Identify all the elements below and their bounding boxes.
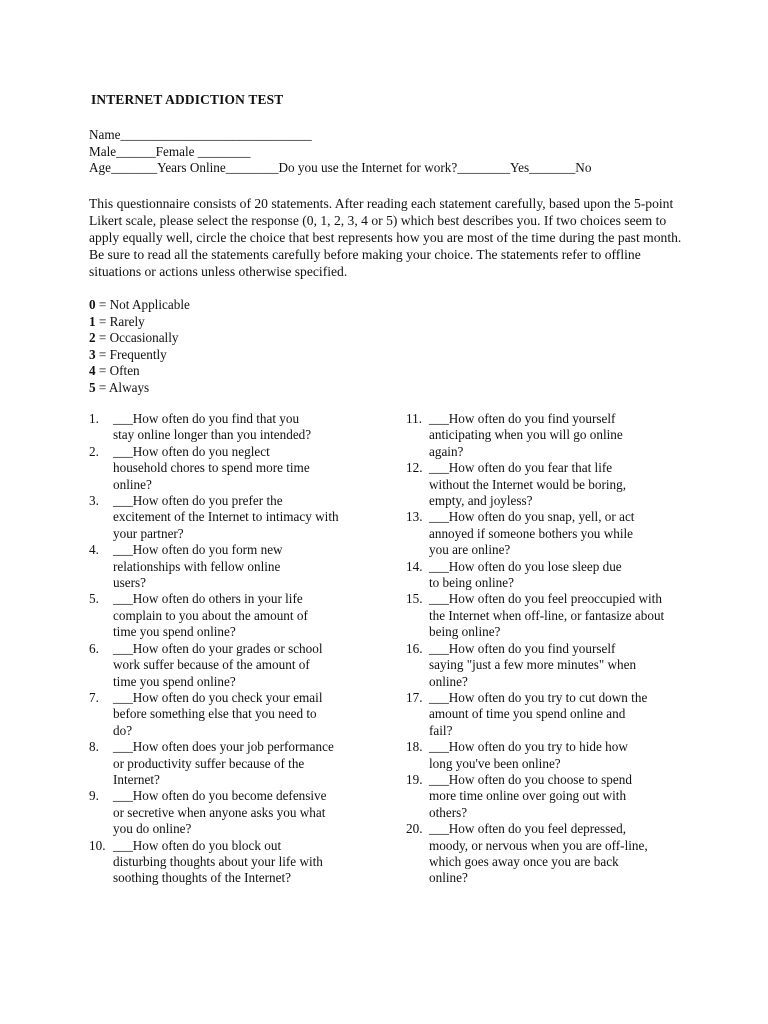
question-number: 1. [89, 411, 99, 426]
scale-label: = Rarely [95, 313, 145, 329]
question-text: ___How often do others in your life complain to you about the amount of time you spend online? [113, 591, 308, 640]
question-text: ___How often do you feel depressed, moody, or nervous when you are off-line, which goes away once you are back online? [429, 821, 648, 886]
scale-value: 2 [89, 330, 96, 346]
scale-item [89, 297, 190, 314]
question-text: ___How often do you choose to spend more time online over going out with others? [429, 771, 632, 820]
question-text: ___How often do your grades or school work suffer because of the amount of time you spend online? [113, 640, 323, 689]
question-text: ___How often do you lose sleep due to being online? [429, 558, 622, 591]
question-number: 11. [406, 411, 422, 426]
question-number: 13. [406, 509, 423, 525]
question-item [406, 739, 696, 772]
gender-field-line: Male______Female ________ [89, 143, 251, 159]
question-item [89, 788, 354, 837]
questions-column-left [89, 411, 354, 887]
question-text: ___How often do you form new relationships with fellow online users? [113, 542, 283, 591]
scale-value: 0 [89, 297, 96, 312]
question-number: 2. [89, 443, 99, 459]
question-text: ___How often does your job performance or productivity suffer because of the Internet? [113, 739, 334, 787]
question-item [89, 739, 354, 788]
questions-column-right [406, 411, 696, 887]
scale-value: 5 [89, 379, 96, 395]
question-item [89, 690, 354, 739]
question-item [89, 444, 354, 493]
question-text: ___How often do you find that you stay online longer than you intended? [113, 411, 312, 443]
page-title: INTERNET ADDICTION TEST [91, 92, 284, 107]
question-number: 8. [89, 739, 99, 755]
question-number: 15. [406, 591, 423, 607]
question-item [406, 641, 696, 690]
scale-label: = Frequently [95, 346, 167, 362]
question-item [89, 542, 354, 591]
question-item [89, 493, 354, 542]
question-number: 16. [406, 640, 423, 656]
question-number: 18. [406, 739, 423, 755]
question-number: 5. [89, 591, 99, 607]
scale-item [89, 363, 190, 380]
question-number: 19. [406, 771, 423, 787]
question-text: ___How often do you try to cut down the amount of time you spend online and fail? [429, 689, 648, 738]
question-number: 9. [89, 788, 99, 804]
question-number: 20. [406, 821, 423, 837]
question-text: ___How often do you find yourself anticipating when you will go online again? [429, 411, 623, 459]
question-item [406, 772, 696, 821]
question-number: 12. [406, 460, 423, 476]
instructions-paragraph: This questionnaire consists of 20 statements. After reading each statement carefully, based upon the 5-point Likert scale, please select the response (0, 1, 2, 3, 4 or 5) which best describes you. If two choices seem to apply equally well, circle the choice that best represents how you are most of the time during the past month. Be sure to read all the statements carefully before making your choice. The statements refer to offline situations or actions unless otherwise specified. [89, 196, 682, 279]
question-item [406, 460, 696, 509]
question-item [406, 821, 696, 887]
question-item [89, 838, 354, 887]
scale-label: = Not Applicable [95, 297, 190, 312]
question-item [406, 411, 696, 460]
question-item [406, 509, 696, 558]
scale-label: = Often [95, 363, 140, 379]
scale-label: = Always [95, 379, 150, 395]
scale-item [89, 330, 190, 347]
scale-item [89, 380, 190, 397]
question-text: ___How often do you check your email before something else that you need to do? [113, 689, 323, 738]
question-item [89, 591, 354, 640]
question-text: ___How often do you neglect household chores to spend more time online? [113, 443, 310, 492]
question-item [406, 559, 696, 592]
question-item [406, 591, 696, 640]
question-number: 6. [89, 640, 99, 656]
question-text: ___How often do you snap, yell, or act annoyed if someone bothers you while you are online? [429, 509, 635, 558]
question-text: ___How often do you fear that life without the Internet would be boring, empty, and joyless? [429, 460, 627, 509]
question-text: ___How often do you feel preoccupied with the Internet when off-line, or fantasize about being online? [429, 591, 665, 640]
question-text: ___How often do you block out disturbing thoughts about your life with soothing thoughts of the Internet? [113, 837, 323, 886]
question-number: 4. [89, 542, 99, 558]
question-item [89, 411, 354, 444]
scale-item [89, 347, 190, 364]
question-number: 7. [89, 689, 99, 705]
scale-value: 3 [89, 346, 96, 362]
question-number: 17. [406, 689, 423, 705]
scale-value: 4 [89, 363, 96, 379]
question-item [406, 690, 696, 739]
age-online-work-line: Age_______Years Online________Do you use the Internet for work?________Yes_______No [89, 160, 592, 176]
question-item [89, 641, 354, 690]
respondent-info [89, 127, 689, 177]
question-text: ___How often do you prefer the excitement of the Internet to intimacy with your partner? [113, 493, 339, 541]
scale-label: = Occasionally [95, 330, 179, 346]
likert-scale-legend [89, 297, 190, 397]
scale-value: 1 [89, 313, 96, 329]
question-text: ___How often do you find yourself saying "just a few more minutes" when online? [429, 640, 637, 689]
question-text: ___How often do you try to hide how long you've been online? [429, 739, 628, 771]
question-number: 3. [89, 493, 99, 509]
name-field-line: Name_____________________________ [89, 127, 312, 142]
question-number: 14. [406, 558, 423, 574]
question-number: 10. [89, 837, 106, 853]
question-text: ___How often do you become defensive or secretive when anyone asks you what you do online? [113, 788, 327, 837]
scale-item [89, 314, 190, 331]
